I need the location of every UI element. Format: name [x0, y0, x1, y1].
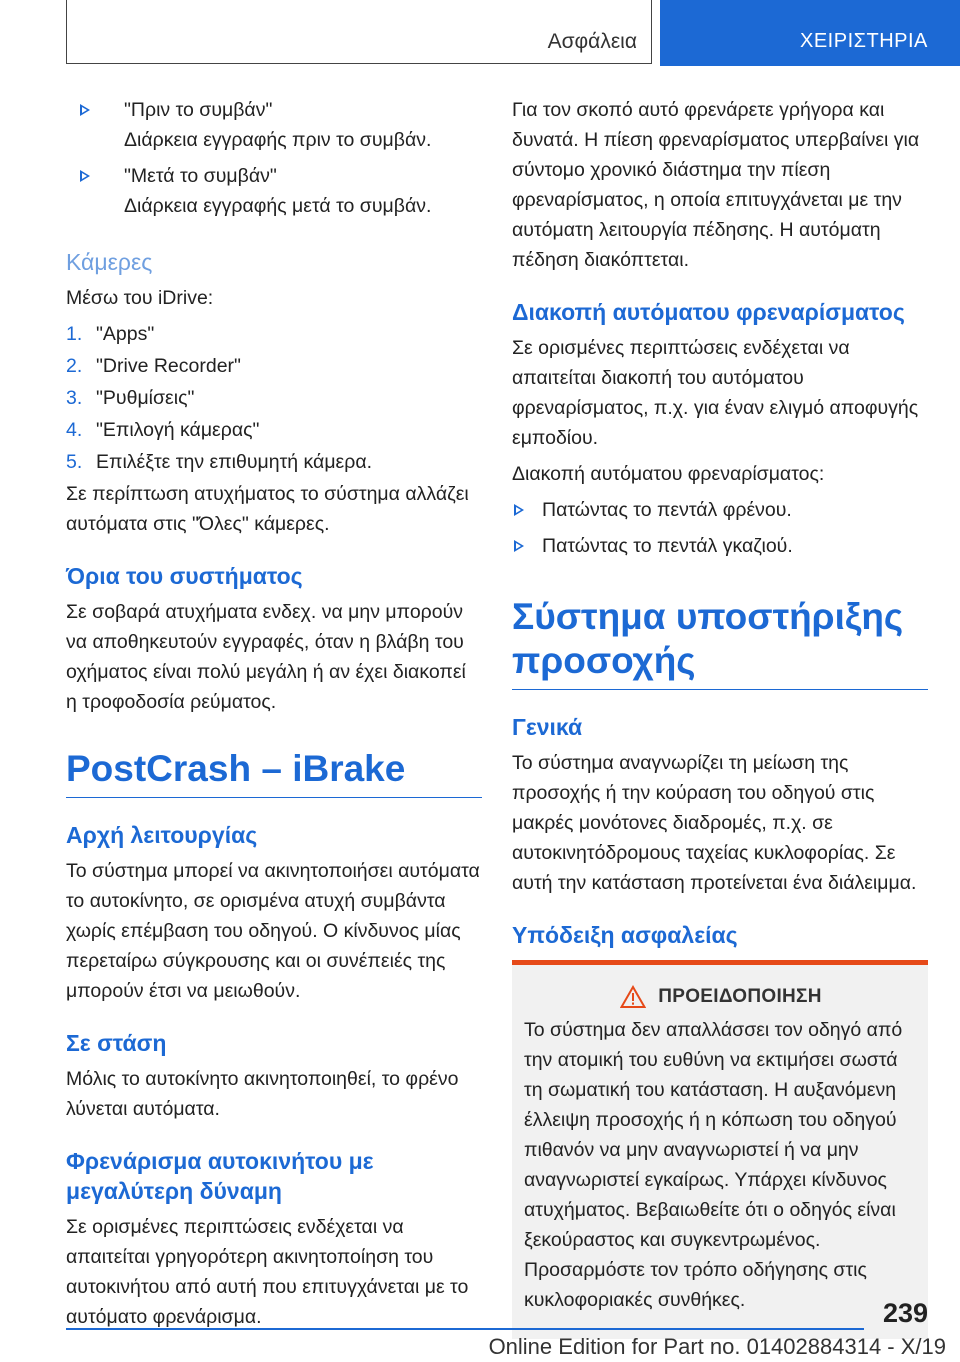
- chapter-title: ΧΕΙΡΙΣΤΗΡΙΑ: [800, 30, 928, 52]
- warning-triangle-icon: [620, 985, 646, 1009]
- section-tab: [66, 0, 652, 64]
- interrupt-text: Σε ορισμένες περιπτώσεις ενδέχεται να απαιτείται διακοπή του αυτόματου φρεναρίσματος, π.χ. για έναν ελιγμό αποφυγής εμποδίου.: [512, 337, 919, 449]
- list-item: [66, 95, 482, 155]
- item-description: Διάρκεια εγγραφής πριν το συμβάν.: [124, 129, 432, 151]
- principle-text: Το σύστημα μπορεί να ακινητοποιήσει αυτόματα το αυτοκίνητο, σε ορισμένα ατυχή συμβάντα χωρίς επέμβαση του οδηγού. Ο κίνδυνος μίας περεταίρω σύγκρουσης και οι συνέπειές της μπορούν έτσι να μειωθούν.: [66, 860, 480, 1002]
- cameras-note: Σε περίπτωση ατυχήματος το σύστημα αλλάζει αυτόματα στις "Όλες" κάμερες.: [66, 483, 469, 535]
- warning-box: [512, 960, 928, 1339]
- cameras-heading: Κάμερες: [66, 249, 153, 275]
- step-item: 2. "Drive Recorder": [66, 355, 241, 377]
- safety-heading: Υπόδειξη ασφαλείας: [512, 922, 738, 948]
- menu-label: "Πριν το συμβάν": [124, 99, 273, 121]
- chapter-tab: [660, 0, 960, 66]
- cameras-steps: [66, 319, 482, 477]
- step-item: 4. "Επιλογή κάμερας": [66, 419, 260, 441]
- item-text: Πατώντας το πεντάλ γκαζιού.: [542, 535, 793, 557]
- triangle-bullet-icon: [514, 540, 524, 552]
- step-item: 3. "Ρυθμίσεις": [66, 387, 195, 409]
- postcrash-heading: PostCrash – iBrake: [66, 747, 482, 798]
- warning-header: [524, 985, 918, 1009]
- footer-divider: [66, 1328, 864, 1330]
- triangle-bullet-icon: [80, 104, 90, 116]
- braking-continued-text: Για τον σκοπό αυτό φρενάρετε γρήγορα και δυνατά. Η πίεση φρεναρίσματος υπερβαίνει για σύντομο χρονικό διάστημα την πίεση φρεναρίσματος, η οποία επιτυγχάνεται με την αυτόματη λειτουργία πέδησης. Η αυτόματη πέδηση διακόπτεται.: [512, 99, 920, 271]
- warning-title: ΠΡΟΕΙΔΟΠΟΙΗΣΗ: [658, 986, 822, 1007]
- footer-edition: Online Edition for Part no. 01402884314 - X/19: [488, 1334, 946, 1359]
- warning-text: Το σύστημα δεν απαλλάσσει τον οδηγό από την ατομική του ευθύνη να εκτιμήσει σωστά τη σωματική του κατάσταση. Η αυξανόμενη έλλειψη προσοχής ή η κόπωση του οδηγού πιθανόν να μην αναγνωριστεί ή να μην αναγνωριστεί εγκαίρως. Υπάρχει κίνδυνος ατυχήματος. Βεβαιωθείτε ότι ο οδηγός είναι ξεκούραστος και συγκεντρωμένος. Προσαρμόστε τον τρόπο οδήγησης στις κυκλοφοριακές συνθήκες.: [524, 1019, 903, 1311]
- limits-text: Σε σοβαρά ατυχήματα ενδεχ. να μην μπορούν να αποθηκευτούν εγγραφές, όταν η βλάβη του οχήματος είναι πολύ μεγάλη ή αν έχει διακοπεί η τροφοδοσία ρεύματος.: [66, 601, 466, 713]
- item-text: Πατώντας το πεντάλ φρένου.: [542, 499, 792, 521]
- item-description: Διάρκεια εγγραφής μετά το συμβάν.: [124, 195, 432, 217]
- section-title: Ασφάλεια: [547, 30, 637, 53]
- stop-text: Μόλις το αυτοκίνητο ακινητοποιηθεί, το φρένο λύνεται αυτόματα.: [66, 1068, 459, 1120]
- limits-heading: Όρια του συστήματος: [66, 563, 303, 589]
- attention-heading: Σύστημα υποστήριξης προσοχής: [512, 595, 928, 690]
- triangle-bullet-icon: [514, 504, 524, 516]
- list-item: [512, 495, 928, 525]
- interrupt-heading: Διακοπή αυτόματου φρεναρίσματος: [512, 299, 905, 325]
- step-item: 1. "Apps": [66, 323, 155, 345]
- stop-heading: Σε στάση: [66, 1030, 167, 1056]
- page-number: 239: [882, 1298, 928, 1328]
- triangle-bullet-icon: [80, 170, 90, 182]
- step-item: 5. Επιλέξτε την επιθυμητή κάμερα.: [66, 451, 373, 473]
- general-heading: Γενικά: [512, 714, 583, 740]
- general-text: Το σύστημα αναγνωρίζει τη μείωση της προσοχής ή την κούραση του οδηγού στις μακρές μονότονες διαδρομές, π.χ. σε αυτοκινητόδρομους ταχείας κυκλοφορίας. Σε αυτή την κατάσταση προτείνεται ένα διάλειμμα.: [512, 752, 917, 894]
- cameras-intro: Μέσω του iDrive:: [66, 287, 214, 309]
- left-column: [66, 95, 482, 1338]
- menu-label: "Μετά το συμβάν": [124, 165, 277, 187]
- braking-text: Σε ορισμένες περιπτώσεις ενδέχεται να απαιτείται γρηγορότερη ακινητοποίηση του αυτοκινήτου από αυτή που επιτυγχάνεται με το αυτόματο φρενάρισμα.: [66, 1216, 469, 1328]
- interrupt-lead: Διακοπή αυτόματου φρεναρίσματος:: [512, 463, 825, 485]
- principle-heading: Αρχή λειτουργίας: [66, 822, 258, 848]
- list-item: [512, 531, 928, 561]
- list-item: [66, 161, 482, 221]
- right-column: [512, 95, 928, 1339]
- page-header: [0, 0, 960, 66]
- braking-heading: Φρενάρισμα αυτοκινήτου με μεγαλύτερη δύναμη: [66, 1148, 374, 1204]
